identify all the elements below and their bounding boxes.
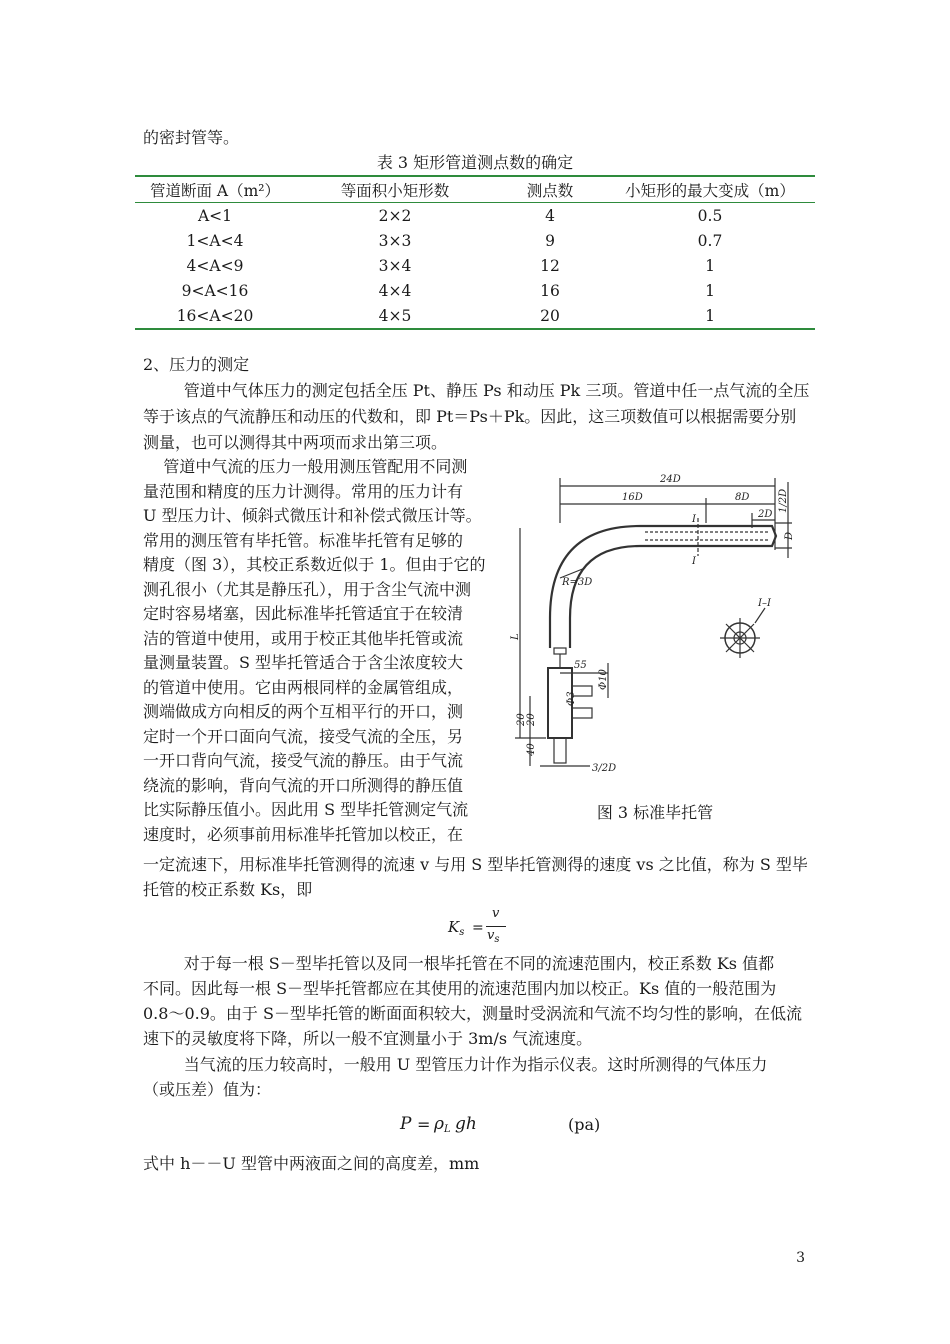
pitot-tube-figure (510, 468, 800, 780)
paragraph-line: 的管道中使用。它由两根同样的金属管组成， (143, 678, 464, 697)
table-cell: 1 (705, 256, 715, 275)
paragraph-line: 式中 h－－U 型管中两液面之间的高度差，mm (143, 1154, 480, 1173)
intro-line: 的密封管等。 (143, 128, 240, 147)
table-cell: 4 (545, 206, 555, 225)
paragraph-line: 绕流的影响，背向气流的开口所测得的静压值 (143, 776, 464, 795)
total-port (554, 738, 566, 763)
leader-line (755, 608, 765, 623)
table-cell: 1 (605, 303, 815, 329)
paragraph-line: （或压差）值为： (143, 1080, 272, 1099)
formula-ks-lhs: K (448, 918, 460, 936)
table-row (135, 228, 815, 253)
section-title: 2、压力的测定 (143, 355, 250, 374)
formula-ks: $K_s$ = v $v_s$ (448, 906, 518, 952)
paragraph-line: 速下的灵敏度将下降，所以一般不宜测量小于 3m/s 气流速度。 (143, 1029, 593, 1048)
dim-55: 55 (574, 660, 587, 671)
paragraph-line: 量测量装置。S 型毕托管适合于含尘浓度较大 (143, 653, 464, 672)
paragraph-line: 一开口背向气流，接受气流的静压。由于气流 (143, 751, 464, 770)
section-label: I–I (758, 598, 771, 609)
pitot-joint (554, 648, 566, 654)
table-row (135, 203, 815, 229)
paragraph-line: 测端做成方向相反的两个互相平行的开口，测 (143, 702, 464, 721)
header-cell: 等面积小矩形数 (295, 176, 495, 203)
paragraph-line: 测孔很小（尤其是静压孔），用于含尘气流中测 (143, 580, 472, 599)
static-port (572, 708, 592, 718)
figure-caption: 图 3 标准毕托管 (596, 803, 714, 822)
paragraph-line: 一定流速下，用标准毕托管测得的流速 v 与用 S 型毕托管测得的速度 vs 之比值，称为 S 型毕 (143, 855, 808, 874)
table-cell: 0.5 (697, 206, 723, 225)
table-cell: 1 (705, 281, 715, 300)
table-cell: 4<A<9 (186, 256, 244, 275)
formula-ks-denominator: v (487, 928, 495, 943)
formula-ks-numerator: v (492, 906, 500, 921)
table-cell: 16 (540, 281, 560, 300)
dim-20: 20 (526, 713, 537, 726)
paragraph-line: 当气流的压力较高时，一般用 U 型管压力计作为指示仪表。这时所测得的气体压力 (143, 1055, 768, 1074)
paragraph-line: 管道中气体压力的测定包括全压 Pt、静压 Ps 和动压 Pk 三项。管道中任一点气流的全压 (143, 381, 810, 400)
formula-p: P = $\rho_L$ gh (pa) (400, 1114, 601, 1135)
paragraph-line: U 型压力计、倾斜式微压计和补偿式微压计等。 (143, 506, 482, 525)
table-cell: 0.7 (697, 231, 723, 250)
header-cell: 测点数 (495, 176, 605, 203)
section-mark-bottom: I (692, 556, 696, 567)
header-cell: 管道断面 A（m²） (135, 176, 295, 203)
paragraph-line: 精度（图 3），其校正系数近似于 1。但由于它的 (143, 555, 486, 574)
pitot-head (640, 526, 776, 546)
paragraph-line: 测量，也可以测得其中两项而求出第三项。 (143, 433, 448, 452)
table-row (135, 253, 815, 278)
paragraph-line: 不同。因此每一根 S－型毕托管都应在其使用的流速范围内加以校正。Ks 值的一般范围为 (143, 979, 777, 998)
paragraph-line: 常用的测压管有毕托管。标准毕托管有足够的 (143, 531, 464, 550)
table-cell: 3×4 (378, 256, 412, 275)
paragraph-line: 等于该点的气流静压和动压的代数和，即 Pt＝Ps＋Pk。因此，这三项数值可以根据需要分别 (143, 407, 797, 426)
table-cell: 4×4 (378, 281, 412, 300)
table-cell: 12 (540, 256, 560, 275)
table-cell: 16<A<20 (135, 303, 295, 329)
dim-16d: 16D (622, 492, 643, 503)
dim-24d: 24D (660, 474, 681, 485)
dim-20b: 20 (516, 713, 527, 726)
pitot-bend (550, 526, 640, 618)
paragraph-line: 0.8～0.9。由于 S－型毕托管的断面面积较大，测量时受涡流和气流不均匀性的影响，在低流 (143, 1004, 802, 1023)
paragraph-line: 速度时，必须事前用标准毕托管加以校正，在 (143, 825, 464, 844)
paragraph-line: 比实际静压值小。因此用 S 型毕托管测定气流 (143, 800, 469, 819)
formula-p-rho: ρ (434, 1114, 444, 1134)
paragraph-line: 管道中气流的压力一般用测压管配用不同测 (143, 457, 468, 476)
table-row (135, 278, 815, 303)
paragraph-line: 定时容易堵塞，因此标准毕托管适宜于在较清 (143, 604, 464, 623)
radius-label: R=3D (562, 577, 593, 588)
formula-p-unit: (pa) (568, 1115, 601, 1134)
dim-2d: 2D (758, 509, 773, 520)
table-cell: A<1 (197, 206, 233, 225)
dim-3-2d: 3/2D (592, 763, 617, 774)
paragraph-line: 量范围和精度的压力计测得。常用的压力计有 (143, 482, 464, 501)
table-cell: 4×5 (295, 303, 495, 329)
page-number: 3 (796, 1250, 805, 1266)
table-cell: 3×3 (378, 231, 412, 250)
formula-p-rho-sub: L (444, 1124, 451, 1135)
paragraph-line: 洁的管道中使用，或用于校正其他毕托管或流 (143, 629, 464, 648)
dim-8d: 8D (735, 492, 750, 503)
header-cell: 小矩形的最大变成（m） (605, 176, 815, 203)
paragraph-line: 托管的校正系数 Ks，即 (143, 880, 313, 899)
dim-40: 40 (526, 743, 537, 756)
formula-p-rest: gh (455, 1114, 477, 1134)
dim-phi3: Φ3 (566, 691, 577, 706)
table-cell: 9<A<16 (181, 281, 249, 300)
formula-p-lhs: P (400, 1114, 412, 1134)
table-header-row (135, 176, 815, 203)
table-3 (135, 175, 815, 330)
formula-ks-lhs-sub: s (459, 927, 465, 938)
table-caption: 表 3 矩形管道测点数的确定 (376, 153, 574, 172)
table-cell: 1<A<4 (186, 231, 244, 250)
paragraph-line: 定时一个开口面向气流，接受气流的全压，另 (143, 727, 464, 746)
dim-d: D (784, 531, 795, 540)
table-cell: 2×2 (378, 206, 412, 225)
table-cell: 9 (545, 231, 555, 250)
table-cell: 20 (495, 303, 605, 329)
section-mark-top: I (692, 514, 696, 525)
dim-half-d: 1/2D (778, 488, 789, 513)
paragraph-line: 对于每一根 S－型毕托管以及同一根毕托管在不同的流速范围内，校正系数 Ks 值都 (143, 954, 775, 973)
table-row (135, 303, 815, 329)
length-label: L (510, 633, 521, 640)
fraction-bar (486, 926, 506, 927)
formula-ks-den-sub: s (494, 934, 500, 945)
dim-phi10: Φ10 (598, 669, 609, 690)
